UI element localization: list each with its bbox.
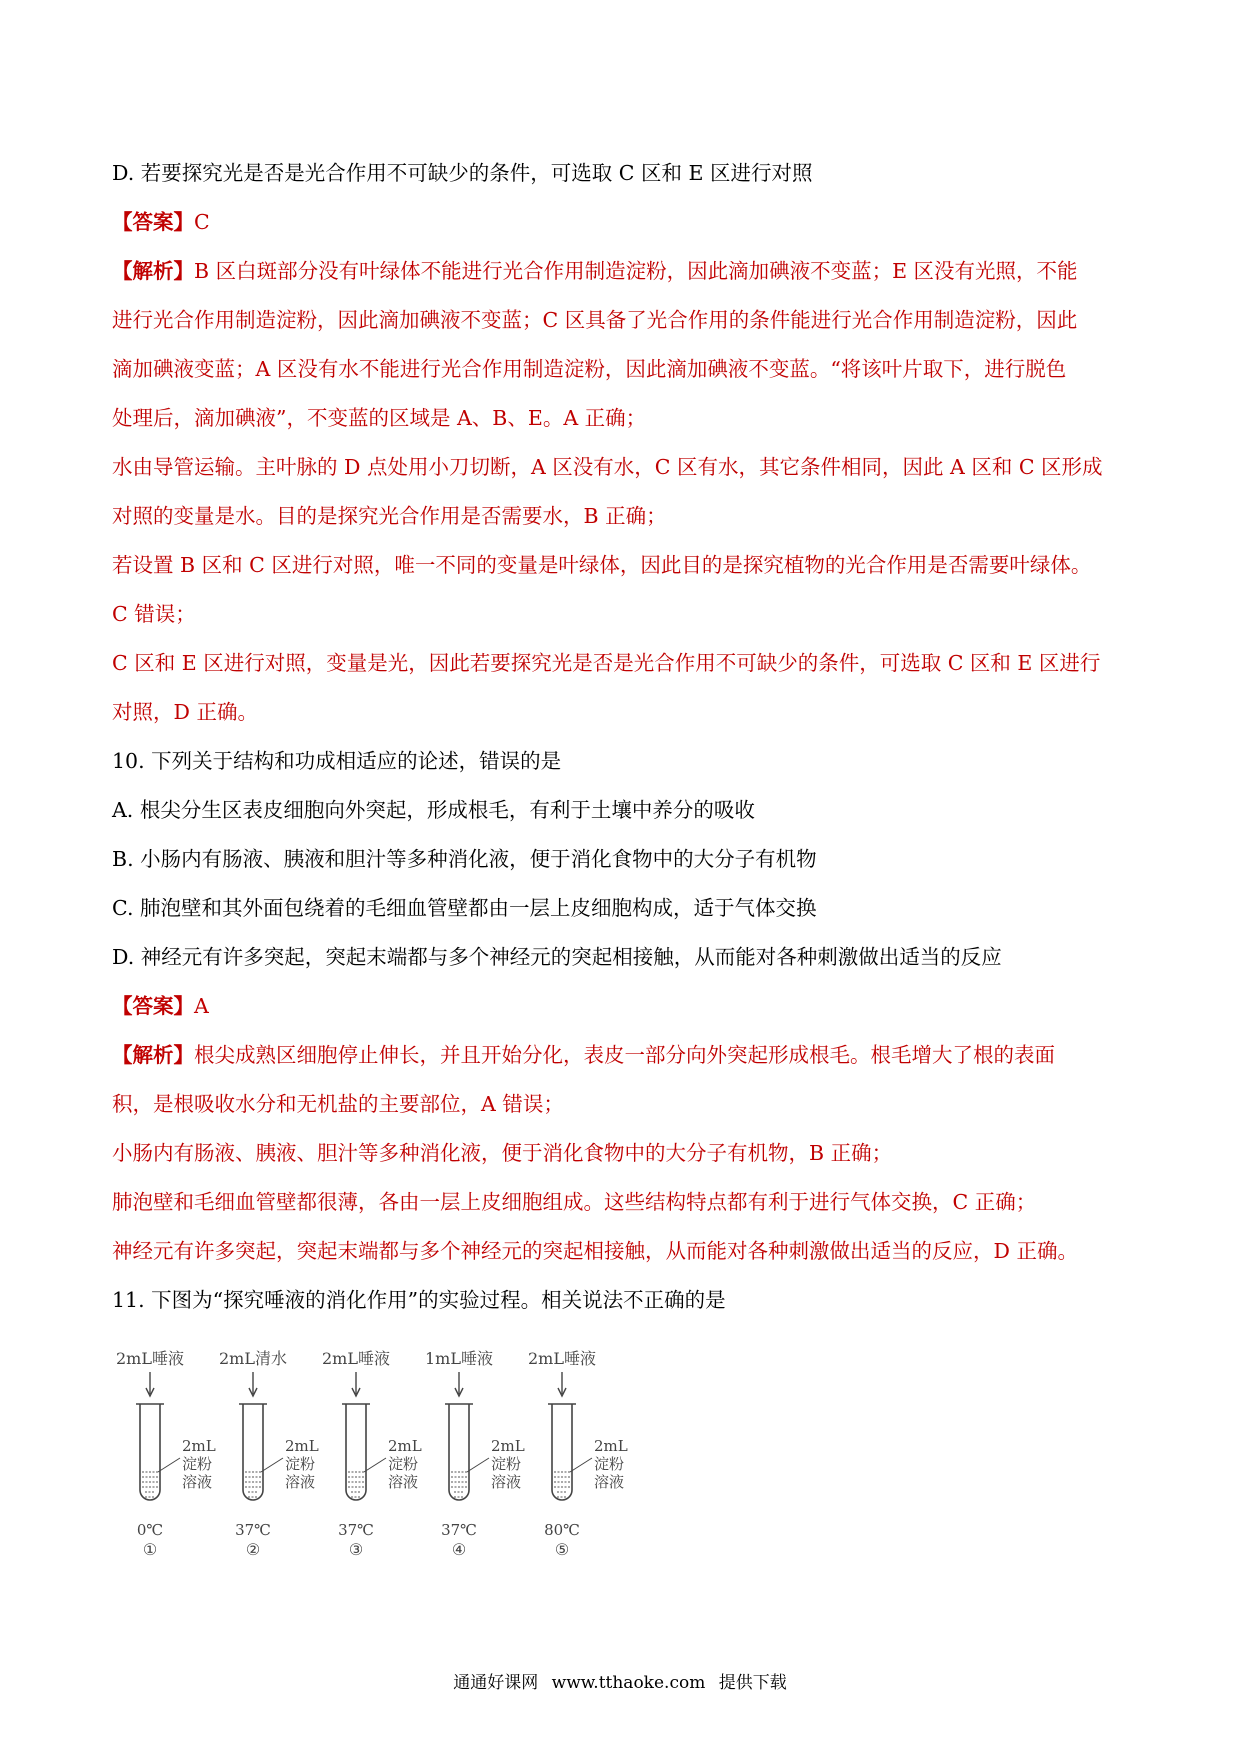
test-tube-icon xyxy=(552,1404,572,1500)
tube-top-label: 2mL唾液 xyxy=(528,1350,596,1368)
explanation-10-line xyxy=(112,1040,1132,1070)
tube-side-label: 淀粉 xyxy=(285,1455,316,1473)
tube-temperature: 37℃ xyxy=(338,1521,374,1539)
explanation-9-line: 对照的变量是水。目的是探究光合作用是否需要水，B 正确； xyxy=(112,504,667,528)
tube-side-label: 2mL xyxy=(182,1437,216,1455)
tube-side-label: 淀粉 xyxy=(388,1455,419,1473)
tube-side-label: 淀粉 xyxy=(491,1455,522,1473)
explanation-9-line: C 错误； xyxy=(112,602,196,626)
leader-line xyxy=(158,1458,180,1472)
footer-suffix: 提供下载 xyxy=(718,1673,787,1693)
explanation-9-line: 进行光合作用制造淀粉，因此滴加碘液不变蓝；C 区具备了光合作用的条件能进行光合作用制造淀粉，因此 xyxy=(112,308,1078,332)
question-10-option-b: B. 小肠内有肠液、胰液和胆汁等多种消化液，便于消化食物中的大分子有机物 xyxy=(112,847,817,871)
footer-url: www.tthaoke.com xyxy=(551,1673,706,1693)
tube-side-label: 溶液 xyxy=(594,1473,625,1491)
tube-temperature: 0℃ xyxy=(136,1521,164,1539)
explanation-10-line: 小肠内有肠液、胰液、胆汁等多种消化液，便于消化食物中的大分子有机物，B 正确； xyxy=(112,1141,893,1165)
tube-side-label: 淀粉 xyxy=(594,1455,625,1473)
answer-10 xyxy=(112,991,1132,1021)
leader-line xyxy=(364,1458,386,1472)
leader-line xyxy=(570,1458,592,1472)
tube-top-label: 1mL唾液 xyxy=(425,1350,493,1368)
question-10-stem: 10. 下列关于结构和功成相适应的论述，错误的是 xyxy=(112,749,562,773)
tube-side-label: 溶液 xyxy=(491,1473,522,1491)
explanation-9-line: 滴加碘液变蓝；A 区没有水不能进行光合作用制造淀粉，因此滴加碘液不变蓝。“将该叶片取下，进行脱色 xyxy=(112,357,1067,381)
tube-side-label: 溶液 xyxy=(285,1473,316,1491)
test-tube-group xyxy=(116,1350,216,1559)
test-tube-icon xyxy=(449,1404,469,1500)
tube-side-label: 2mL xyxy=(491,1437,525,1455)
test-tube-group xyxy=(528,1350,628,1559)
answer-value: C xyxy=(194,210,210,234)
answer-label: 【答案】 xyxy=(112,210,194,234)
question-10-option-c: C. 肺泡壁和其外面包绕着的毛细血管壁都由一层上皮细胞构成，适于气体交换 xyxy=(112,896,817,920)
test-tube-icon xyxy=(243,1404,263,1500)
explanation-9-line: 对照，D 正确。 xyxy=(112,700,258,724)
tube-temperature: 37℃ xyxy=(235,1521,271,1539)
test-tube-experiment-figure xyxy=(112,1350,712,1580)
tube-side-label: 淀粉 xyxy=(182,1455,213,1473)
explanation-label: 【解析】 xyxy=(112,259,194,283)
tube-side-label: 2mL xyxy=(388,1437,422,1455)
tube-number: ③ xyxy=(348,1540,364,1559)
explanation-text: 根尖成熟区细胞停止伸长，并且开始分化，表皮一部分向外突起形成根毛。根毛增大了根的表面 xyxy=(194,1043,1055,1067)
explanation-text: B 区白斑部分没有叶绿体不能进行光合作用制造淀粉，因此滴加碘液不变蓝；E 区没有光照，不能 xyxy=(194,259,1078,283)
tube-side-label: 溶液 xyxy=(182,1473,213,1491)
explanation-9-line: 若设置 B 区和 C 区进行对照，唯一不同的变量是叶绿体，因此目的是探究植物的光合作用是否需要叶绿体。 xyxy=(112,553,1092,577)
question-10-option-d: D. 神经元有许多突起，突起末端都与多个神经元的突起相接触，从而能对各种刺激做出适当的反应 xyxy=(112,945,1002,969)
tube-number: ⑤ xyxy=(554,1540,570,1559)
question-11-stem: 11. 下图为“探究唾液的消化作用”的实验过程。相关说法不正确的是 xyxy=(112,1288,726,1312)
tube-number: ④ xyxy=(451,1540,467,1559)
answer-9 xyxy=(112,207,1132,237)
answer-value: A xyxy=(194,994,209,1018)
explanation-10-line: 神经元有许多突起，突起末端都与多个神经元的突起相接触，从而能对各种刺激做出适当的反应，D 正确。 xyxy=(112,1239,1078,1263)
tube-temperature: 37℃ xyxy=(441,1521,477,1539)
explanation-10-line: 积，是根吸收水分和无机盐的主要部位，A 错误； xyxy=(112,1092,564,1116)
question-10-option-a: A. 根尖分生区表皮细胞向外突起，形成根毛，有利于土壤中养分的吸收 xyxy=(112,798,755,822)
tube-top-label: 2mL唾液 xyxy=(116,1350,184,1368)
explanation-10-line: 肺泡壁和毛细血管壁都很薄，各由一层上皮细胞组成。这些结构特点都有利于进行气体交换，C 正确； xyxy=(112,1190,1037,1214)
explanation-9-line xyxy=(112,256,1132,286)
explanation-9-line: 水由导管运输。主叶脉的 D 点处用小刀切断，A 区没有水，C 区有水，其它条件相同，因此 A 区和 C 区形成 xyxy=(112,455,1103,479)
tube-number: ① xyxy=(142,1540,158,1559)
test-tube-group xyxy=(219,1350,319,1559)
leader-line xyxy=(467,1458,489,1472)
tube-top-label: 2mL唾液 xyxy=(322,1350,390,1368)
page-footer xyxy=(0,1668,1240,1693)
explanation-9-line: 处理后，滴加碘液”，不变蓝的区域是 A、B、E。A 正确； xyxy=(112,406,647,430)
tube-top-label: 2mL清水 xyxy=(219,1350,287,1368)
tube-temperature: 80℃ xyxy=(544,1521,580,1539)
test-tube-group xyxy=(425,1350,525,1559)
question-9-option-d: D. 若要探究光是否是光合作用不可缺少的条件，可选取 C 区和 E 区进行对照 xyxy=(112,161,813,185)
explanation-9-line: C 区和 E 区进行对照，变量是光，因此若要探究光是否是光合作用不可缺少的条件，可选取 C 区和 E 区进行 xyxy=(112,651,1101,675)
tube-side-label: 溶液 xyxy=(388,1473,419,1491)
tube-number: ② xyxy=(245,1540,261,1559)
test-tube-icon xyxy=(346,1404,366,1500)
test-tube-icon xyxy=(140,1404,160,1500)
tube-side-label: 2mL xyxy=(285,1437,319,1455)
explanation-label: 【解析】 xyxy=(112,1043,194,1067)
tube-side-label: 2mL xyxy=(594,1437,628,1455)
test-tube-group xyxy=(322,1350,422,1559)
leader-line xyxy=(261,1458,283,1472)
footer-site-name: 通通好课网 xyxy=(453,1673,539,1693)
answer-label: 【答案】 xyxy=(112,994,194,1018)
